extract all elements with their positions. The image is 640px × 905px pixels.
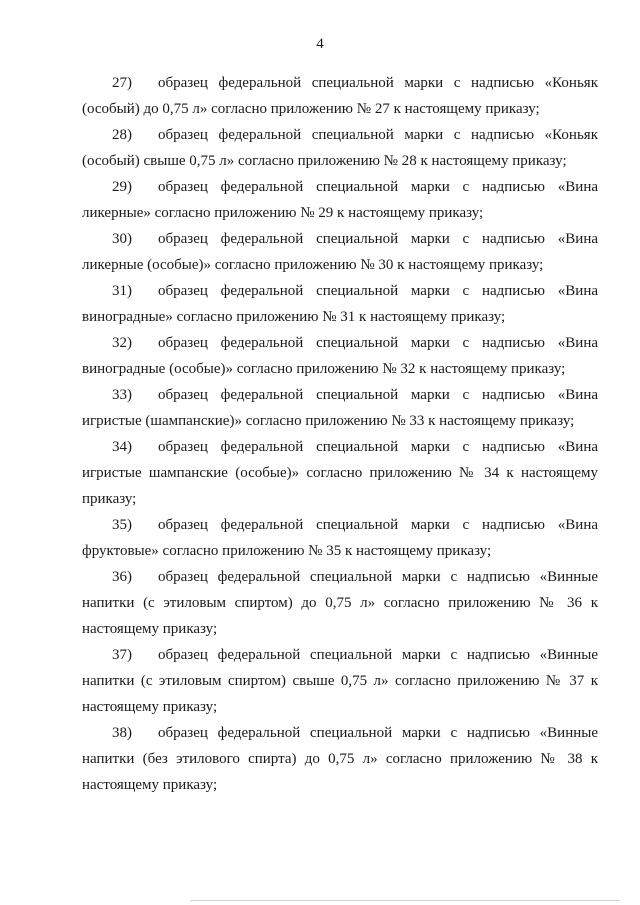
item-first-line <box>82 278 598 304</box>
item-text: настоящему приказу; <box>82 777 218 793</box>
item-text: (особый) до 0,75 л» согласно приложению № 27 к настоящему приказу; <box>82 101 540 117</box>
item-text: образец федеральной специальной марки с надписью «Коньяк <box>158 75 598 91</box>
item-text: образец федеральной специальной марки с надписью «Вина <box>158 387 598 403</box>
item-continuation-line <box>82 772 598 798</box>
item-continuation-line <box>82 304 598 330</box>
list-item <box>82 70 598 122</box>
item-continuation-line <box>82 96 598 122</box>
item-text: образец федеральной специальной марки с надписью «Вина <box>158 517 598 533</box>
scan-edge-line <box>190 900 620 901</box>
item-continuation-line <box>82 746 598 772</box>
item-first-line <box>82 330 598 356</box>
list-item <box>82 512 598 564</box>
item-text: образец федеральной специальной марки с надписью «Винные <box>158 569 598 585</box>
item-first-line <box>82 512 598 538</box>
item-text: виноградные» согласно приложению № 31 к настоящему приказу; <box>82 309 506 325</box>
item-number: 27) <box>112 75 132 91</box>
item-text: образец федеральной специальной марки с надписью «Вина <box>158 179 598 195</box>
item-first-line <box>82 226 598 252</box>
item-text: игристые (шампанские)» согласно приложению № 33 к настоящему приказу; <box>82 413 575 429</box>
list-item <box>82 434 598 512</box>
item-continuation-line <box>82 538 598 564</box>
document-body <box>82 70 598 798</box>
list-item <box>82 122 598 174</box>
item-text: образец федеральной специальной марки с надписью «Винные <box>158 725 598 741</box>
list-item <box>82 330 598 382</box>
item-first-line <box>82 122 598 148</box>
list-item <box>82 174 598 226</box>
item-first-line <box>82 642 598 668</box>
item-first-line <box>82 564 598 590</box>
item-text: напитки (с этиловым спиртом) свыше 0,75 л» согласно приложению № 37 к <box>82 673 598 689</box>
item-number: 32) <box>112 335 132 351</box>
item-continuation-line <box>82 486 598 512</box>
item-continuation-line <box>82 616 598 642</box>
item-number: 38) <box>112 725 132 741</box>
list-item <box>82 564 598 642</box>
item-number: 33) <box>112 387 132 403</box>
item-number: 31) <box>112 283 132 299</box>
item-continuation-line <box>82 694 598 720</box>
item-text: напитки (без этилового спирта) до 0,75 л» согласно приложению № 38 к <box>82 751 598 767</box>
item-first-line <box>82 434 598 460</box>
item-text: образец федеральной специальной марки с надписью «Вина <box>158 335 598 351</box>
list-item <box>82 278 598 330</box>
item-continuation-line <box>82 200 598 226</box>
item-first-line <box>82 382 598 408</box>
item-number: 29) <box>112 179 132 195</box>
item-number: 37) <box>112 647 132 663</box>
item-text: образец федеральной специальной марки с надписью «Вина <box>158 283 598 299</box>
item-continuation-line <box>82 668 598 694</box>
list-item <box>82 720 598 798</box>
item-text: игристые шампанские (особые)» согласно приложению № 34 к настоящему <box>82 465 598 481</box>
list-item <box>82 642 598 720</box>
list-item <box>82 382 598 434</box>
list-item <box>82 226 598 278</box>
item-first-line <box>82 720 598 746</box>
item-first-line <box>82 70 598 96</box>
item-text: фруктовые» согласно приложению № 35 к настоящему приказу; <box>82 543 492 559</box>
item-number: 28) <box>112 127 132 143</box>
item-number: 36) <box>112 569 132 585</box>
item-number: 34) <box>112 439 132 455</box>
item-first-line <box>82 174 598 200</box>
item-text: образец федеральной специальной марки с надписью «Вина <box>158 439 598 455</box>
item-text: приказу; <box>82 491 137 507</box>
item-number: 35) <box>112 517 132 533</box>
item-text: настоящему приказу; <box>82 699 218 715</box>
item-text: ликерные» согласно приложению № 29 к настоящему приказу; <box>82 205 484 221</box>
item-text: настоящему приказу; <box>82 621 218 637</box>
item-text: (особый) свыше 0,75 л» согласно приложению № 28 к настоящему приказу; <box>82 153 567 169</box>
item-text: виноградные (особые)» согласно приложению № 32 к настоящему приказу; <box>82 361 566 377</box>
item-text: образец федеральной специальной марки с надписью «Винные <box>158 647 598 663</box>
item-continuation-line <box>82 356 598 382</box>
item-continuation-line <box>82 460 598 486</box>
item-continuation-line <box>82 590 598 616</box>
item-continuation-line <box>82 408 598 434</box>
item-text: образец федеральной специальной марки с надписью «Вина <box>158 231 598 247</box>
item-number: 30) <box>112 231 132 247</box>
item-continuation-line <box>82 148 598 174</box>
item-text: напитки (с этиловым спиртом) до 0,75 л» согласно приложению № 36 к <box>82 595 598 611</box>
item-text: ликерные (особые)» согласно приложению № 30 к настоящему приказу; <box>82 257 544 273</box>
item-text: образец федеральной специальной марки с надписью «Коньяк <box>158 127 598 143</box>
page-number: 4 <box>316 36 324 52</box>
item-continuation-line <box>82 252 598 278</box>
